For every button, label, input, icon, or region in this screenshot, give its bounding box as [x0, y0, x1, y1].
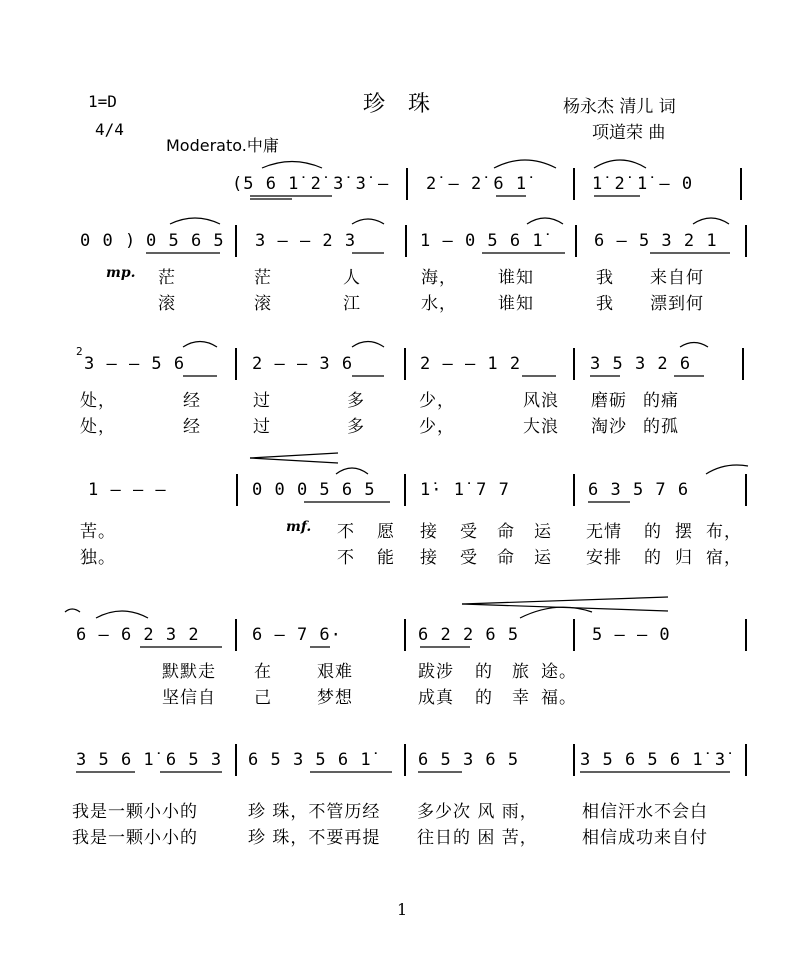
lyric: 处， — [80, 391, 116, 411]
key-signature: 1=D — [88, 92, 117, 111]
lyric: 独。 — [80, 548, 116, 568]
lyric: 无情 — [586, 522, 622, 542]
lyric: 过 — [253, 391, 271, 411]
lyric: 往日的 困 苦， — [417, 828, 538, 848]
lyric: 艰难 — [317, 662, 353, 682]
lyric: 大浪 — [523, 417, 559, 437]
lyric: 淘沙 — [591, 417, 627, 437]
lyric: 归 — [675, 548, 693, 568]
lyric: 磨砺 — [591, 391, 627, 411]
lyric: 能 — [377, 548, 395, 568]
lyric: 受 — [460, 548, 478, 568]
lyric: 摆 — [675, 522, 693, 542]
lyric: 的痛 — [643, 391, 679, 411]
measure: 1̇· 1̇ 7 7 — [420, 480, 510, 500]
lyric: 接 — [420, 522, 438, 542]
lyric: 运 — [534, 548, 552, 568]
measure: 6 3 5 7 6 — [588, 480, 690, 500]
rest-lead: 0 0 ) — [80, 231, 137, 251]
lyric: 多 — [347, 417, 365, 437]
lyric: 处， — [80, 417, 116, 437]
lyric: 多 — [347, 391, 365, 411]
measure: (5 6 1̇ 2̇ 3̇ 3̇ — — [232, 174, 390, 194]
measure: 6 2 2 6 5 — [418, 625, 520, 645]
lyric: 风浪 — [523, 391, 559, 411]
lyric: 少， — [419, 391, 455, 411]
lyric: 多少次 风 雨， — [417, 802, 538, 822]
measure: 6 — 7 6· — [252, 625, 342, 645]
lyric: 来自何 — [650, 268, 704, 288]
lyric: 坚信自 — [162, 688, 216, 708]
measure: 5 — — 0 — [592, 625, 671, 645]
lyric: 在 — [254, 662, 272, 682]
measure: 3 5 3 2 6 — [590, 354, 692, 374]
lyric: 不 — [337, 522, 355, 542]
lyric: 己 — [254, 688, 272, 708]
lyric: 海， — [421, 268, 457, 288]
time-signature: 4/4 — [95, 120, 124, 139]
lyric: 的 — [644, 548, 662, 568]
lyric: 梦想 — [317, 688, 353, 708]
lyric: 滚 — [158, 294, 176, 314]
lyric: 的 — [644, 522, 662, 542]
grace-note: 2 — [76, 345, 84, 358]
lyric: 人 — [343, 268, 361, 288]
tempo-marking: Moderato.中庸 — [166, 136, 279, 155]
measure: 3 5 6 1̇ 6 5 3 — [76, 750, 223, 770]
lyric: 茫 — [158, 268, 176, 288]
lyric: 接 — [420, 548, 438, 568]
song-title: 珍 珠 — [363, 92, 438, 117]
lyric: 福。 — [541, 688, 577, 708]
lyric: 命 — [497, 522, 515, 542]
lyric: 经 — [183, 391, 201, 411]
measure: 6 5 3 6 5 — [418, 750, 520, 770]
lyric: 珍 珠，不要再提 — [248, 828, 381, 848]
lyric: 江 — [343, 294, 361, 314]
measure: 6 — 6 2 3 2 — [76, 625, 200, 645]
measure: 2̇ — 2̇ 6 1̇ — [426, 174, 528, 194]
lyric: 宿， — [706, 548, 742, 568]
measure: 2 — — 3 6 — [252, 354, 354, 374]
lyric: 途。 — [541, 662, 577, 682]
lyric: 的 — [475, 662, 493, 682]
composer-credit: 项道荣 曲 — [592, 123, 666, 143]
measure: 1 — — — — [88, 480, 167, 500]
lyric: 相信汗水不会白 — [582, 802, 708, 822]
lyric: 我是一颗小小的 — [72, 802, 198, 822]
lyric: 我 — [596, 268, 614, 288]
lyric: 经 — [183, 417, 201, 437]
lyric: 少， — [419, 417, 455, 437]
lyric: 安排 — [586, 548, 622, 568]
measure: 0 0 0 5 6 5 — [252, 480, 376, 500]
page-number: 1 — [397, 900, 408, 919]
lyric: 默默走 — [162, 662, 216, 682]
lyric: 水， — [421, 294, 457, 314]
lyric: 布， — [706, 522, 742, 542]
measure: 0 5 6 5 — [146, 231, 225, 251]
lyric: 我是一颗小小的 — [72, 828, 198, 848]
lyric: 相信成功来自付 — [582, 828, 708, 848]
lyric: 幸 — [512, 688, 530, 708]
lyric: 命 — [497, 548, 515, 568]
lyric: 过 — [253, 417, 271, 437]
lyric: 珍 珠，不管历经 — [248, 802, 381, 822]
measure: 3 5 6 5 6 1̇ 3̇ — [580, 750, 727, 770]
lyric: 成真 — [418, 688, 454, 708]
measure: 2 — — 1 2 — [420, 354, 522, 374]
lyric: 我 — [596, 294, 614, 314]
lyric: 运 — [534, 522, 552, 542]
lyric: 不 — [337, 548, 355, 568]
lyric: 受 — [460, 522, 478, 542]
lyric: 茫 — [254, 268, 272, 288]
lyric: 的孤 — [643, 417, 679, 437]
lyric: 苦。 — [80, 522, 116, 542]
measure: 3 — — 5 6 — [84, 354, 186, 374]
dynamic-mark: mf. — [286, 519, 312, 535]
lyric: 谁知 — [498, 268, 534, 288]
lyric: 的 — [475, 688, 493, 708]
measure: 1 — 0 5 6 1̇ — [420, 231, 544, 251]
measure: 3 — — 2 3 — [255, 231, 357, 251]
lyric: 跋涉 — [418, 662, 454, 682]
measure: 6 — 5 3 2 1 — [594, 231, 718, 251]
measure: 6 5 3 5 6 1̇ — [248, 750, 372, 770]
dynamic-mark: mp. — [106, 265, 136, 281]
lyric: 旅 — [512, 662, 530, 682]
lyric: 滚 — [254, 294, 272, 314]
lyricist-credit: 杨永杰 清儿 词 — [563, 97, 676, 117]
lyric: 漂到何 — [650, 294, 704, 314]
lyric: 谁知 — [498, 294, 534, 314]
lyric: 愿 — [377, 522, 395, 542]
measure: 1̇ 2̇ 1̇ — 0 — [592, 174, 694, 194]
